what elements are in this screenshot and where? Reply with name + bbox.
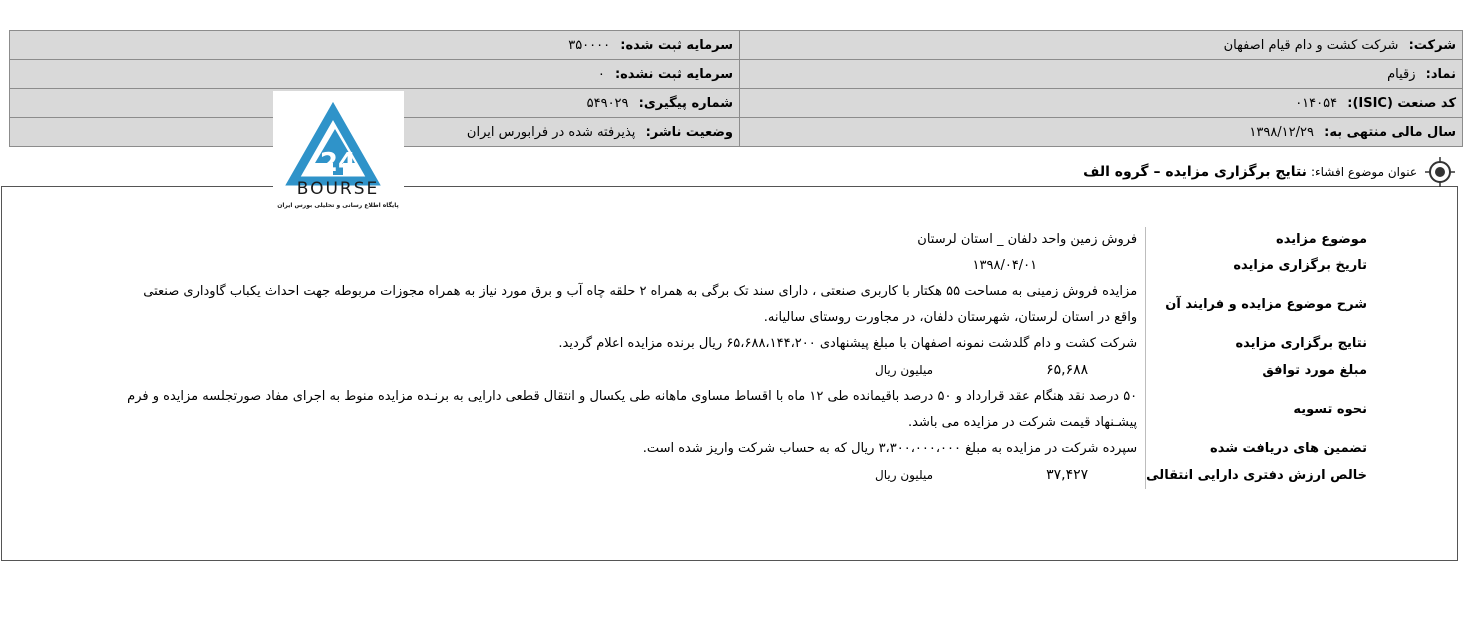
detail-label: موضوع مزایده <box>1146 227 1375 253</box>
isic-value: ۰۱۴۰۵۴ <box>1295 95 1338 111</box>
subject-title: نتایج برگزاری مزایده – گروه الف <box>1083 164 1307 180</box>
company-value: شرکت کشت و دام قیام اصفهان <box>1223 37 1399 53</box>
auction-details-table <box>125 227 1375 489</box>
detail-label: نتایج برگزاری مزایده <box>1146 331 1375 357</box>
info-row <box>10 60 1463 89</box>
bourse24-logo <box>273 91 404 215</box>
detail-label: تضمین های دریافت شده <box>1146 436 1375 462</box>
detail-row <box>125 253 1375 279</box>
symbol-label: نماد: <box>1425 66 1456 82</box>
symbol-cell <box>740 60 1463 89</box>
company-info-table <box>9 30 1463 147</box>
detail-row <box>125 462 1375 489</box>
company-label: شرکت: <box>1408 37 1456 53</box>
detail-value <box>125 462 1146 489</box>
detail-value <box>125 357 1146 384</box>
info-row <box>10 118 1463 147</box>
tracking-value: ۵۴۹۰۲۹ <box>586 95 629 111</box>
detail-row <box>125 357 1375 384</box>
net-book-value: ۳۷,۴۲۷ <box>1046 467 1089 483</box>
detail-label: مبلغ مورد توافق <box>1146 357 1375 384</box>
detail-row <box>125 436 1375 462</box>
fiscal-year-cell <box>740 118 1463 147</box>
detail-row <box>125 279 1375 331</box>
amount-unit: میلیون ریال <box>875 363 934 377</box>
auction-date: ۱۳۹۸/۰۴/۰۱ <box>972 258 1038 273</box>
registered-capital-cell <box>10 31 740 60</box>
detail-value: ۵۰ درصد نقد هنگام عقد قرارداد و ۵۰ درصد باقیمانده طی ۱۲ ماه با اقساط مساوی ماهانه طی یکسال و انتقال قطعی دارایی به برنـده مزایده منوط به اجرای مفاد صورتجلسه مزایده و فرم پیشـنهاد قیمت شرکت در مزایده می باشد. <box>127 389 1138 430</box>
fiscal-year-value: ۱۳۹۸/۱۲/۲۹ <box>1249 124 1314 140</box>
detail-label: خالص ارزش دفتری دارایی انتقالی <box>1146 462 1375 489</box>
target-icon <box>1425 157 1455 187</box>
bourse24-logo-graphic <box>273 91 404 215</box>
fiscal-year-label: سال مالی منتهی به: <box>1324 124 1456 140</box>
logo-text: BOURSE <box>296 179 380 199</box>
detail-value <box>125 253 1146 279</box>
detail-row <box>125 384 1375 436</box>
subject-line <box>855 152 1455 192</box>
unregistered-capital-value: ۰ <box>597 66 605 82</box>
registered-capital-label: سرمایه ثبت شده: <box>620 37 733 53</box>
subject-caption: عنوان موضوع افشاء: <box>1310 165 1417 179</box>
info-row <box>10 89 1463 118</box>
unregistered-capital-label: سرمایه ثبت نشده: <box>614 66 733 82</box>
company-cell <box>740 31 1463 60</box>
detail-label: تاریخ برگزاری مزایده <box>1146 253 1375 279</box>
info-row <box>10 31 1463 60</box>
logo-tagline: پایگاه اطلاع رسانی و تحلیلی بورس ایران <box>277 202 399 209</box>
publisher-status-label: وضعیت ناشر: <box>645 124 733 140</box>
unregistered-capital-cell <box>10 60 740 89</box>
detail-value: سپرده شرکت در مزایده به مبلغ ۳،۳۰۰،۰۰۰،۰۰۰ ریال که به حساب شرکت واریز شده است. <box>642 441 1138 456</box>
detail-value: مزایده فروش زمینی به مساحت ۵۵ هکتار با کاربری صنعتی ، دارای سند تک برگی به همراه ۲ حلقه چاه آب و برق مورد نیاز به همراه مجوزات مربوطه جهت احداث یکباب گاوداری صنعتی واقع در استان لرستان، شهرستان دلفان، در مجاورت روستای سالیانه. <box>143 284 1138 325</box>
detail-label: نحوه تسویه <box>1146 384 1375 436</box>
agreed-amount: ۶۵,۶۸۸ <box>1046 362 1089 378</box>
detail-value: شرکت کشت و دام گلدشت نمونه اصفهان با مبلغ پیشنهادی ۶۵،۶۸۸،۱۴۴،۲۰۰ ریال برنده مزایده اعلام گردید. <box>558 336 1138 351</box>
registered-capital-value: ۳۵۰۰۰۰ <box>568 37 611 53</box>
tracking-label: شماره پیگیری: <box>638 95 733 111</box>
detail-label: شرح موضوع مزایده و فرایند آن <box>1146 279 1375 331</box>
detail-row <box>125 331 1375 357</box>
logo-number: 24 <box>319 148 357 178</box>
publisher-status-value: پذیرفته شده در فرابورس ایران <box>466 124 636 140</box>
isic-label: کد صنعت (ISIC): <box>1347 95 1456 111</box>
detail-value: فروش زمین واحد دلفان _ استان لرستان <box>917 232 1138 247</box>
detail-row <box>125 227 1375 253</box>
amount-unit: میلیون ریال <box>875 468 934 482</box>
symbol-value: زقیام <box>1387 66 1416 82</box>
isic-cell <box>740 89 1463 118</box>
